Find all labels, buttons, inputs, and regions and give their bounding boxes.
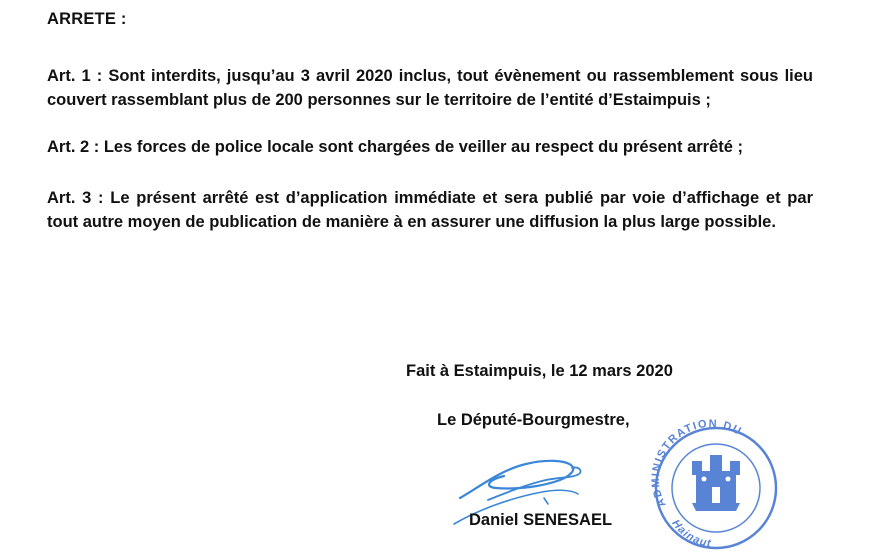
signatory-name: Daniel SENESAEL [469, 511, 613, 529]
municipal-seal-stamp [636, 413, 786, 553]
seal-emblem [692, 455, 740, 511]
signatory-title: Le Député-Bourgmestre, [437, 411, 630, 429]
seal-text-bottom: Hainaut [669, 517, 713, 550]
signature-stroke-main [460, 461, 573, 498]
signature-stroke-tick [544, 498, 548, 504]
place-and-date: Fait à Estaimpuis, le 12 mars 2020 [406, 362, 673, 380]
article-3: Art. 3 : Le présent arrêté est d’application immédiate et sera publié par voie d’affichage et par tout autre moyen de publication de manière à en assurer une diffusion la plus large possible. [47, 189, 813, 231]
article-1: Art. 1 : Sont interdits, jusqu’au 3 avril 2020 inclus, tout évènement ou rassemblement sous lieu couvert rassemblant plus de 200 personnes sur le territoire de l’entité d’Estaimpuis ; [47, 67, 813, 109]
seal-text-top: ADMINISTRATION DU [649, 417, 745, 509]
decree-heading: ARRETE : [47, 10, 127, 28]
article-2: Art. 2 : Les forces de police locale sont chargées de veiller au respect du présent arrêté ; [47, 138, 744, 156]
